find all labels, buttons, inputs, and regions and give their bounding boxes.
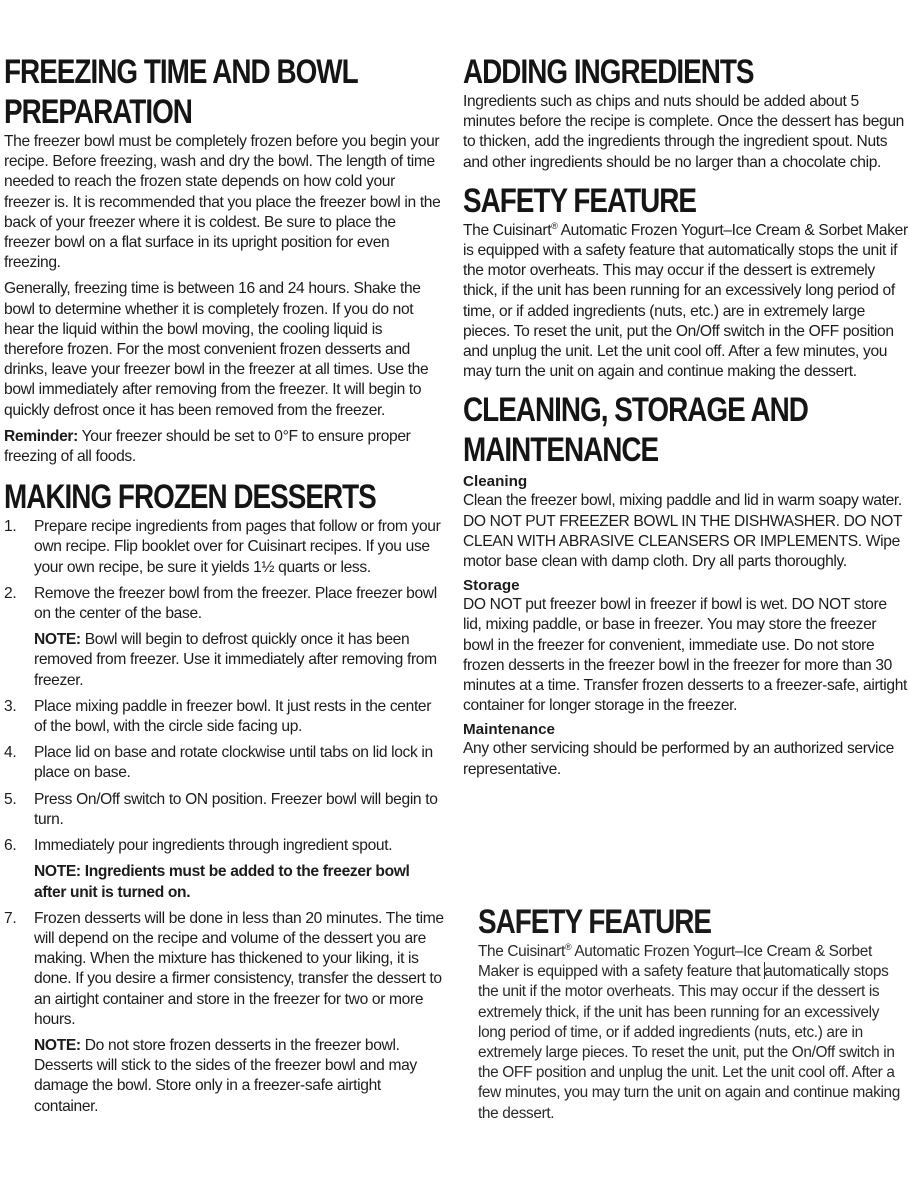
safety-text-start: The Cuisinart xyxy=(463,221,552,239)
step-item xyxy=(4,909,444,1117)
step-text: Remove the freezer bowl from the freezer. Place freezer bowl on the center of the base. xyxy=(34,584,437,623)
adding-section xyxy=(463,52,908,173)
steps-list xyxy=(4,517,444,1116)
cleaning-title-line2: MAINTENANCE xyxy=(463,431,659,470)
bottom-safety-text xyxy=(478,942,908,1124)
cleaning-text: Clean the freezer bowl, mixing paddle and lid in warm soapy water. DO NOT PUT FREEZER BOWL IN THE DISHWASHER. DO NOT CLEAN WITH ABRASIVE CLEANSERS OR IMPLEMENTS. Wipe motor base clean with damp cloth. Dry all parts thoroughly. xyxy=(463,492,902,571)
step-text: Immediately pour ingredients through ingredient spout. xyxy=(34,837,393,855)
freezing-title-line1: FREEZING TIME AND BOWL xyxy=(4,53,358,91)
step-text: Place lid on base and rotate clockwise until tabs on lid lock in place on base. xyxy=(34,744,433,782)
step-item xyxy=(4,743,444,783)
adding-title: ADDING INGREDIENTS xyxy=(463,53,754,91)
bottom-safety-title: SAFETY FEATURE xyxy=(478,903,712,941)
freezing-title-line2: PREPARATION xyxy=(4,93,192,131)
storage-subheading: Storage xyxy=(463,577,520,595)
adding-text: Ingredients such as chips and nuts should be added about 5 minutes before the recipe is complete. Once the dessert has begun to thicken, add the ingredients through the ingredient spout. Nuts and other ingredients should be no larger than a chocolate chip. xyxy=(463,93,904,171)
safety-title: SAFETY FEATURE xyxy=(463,181,697,220)
freezing-paragraph-1: The freezer bowl must be completely frozen before you begin your recipe. Before freezing, wash and dry the bowl. The length of time needed to reach the frozen state depends on how cold your freezer is. It is recommended that you place the freezer bowl in the back of your freezer where it is coldest. Be sure to place the freezer bowl on a flat surface in its upright position for even freezing. xyxy=(4,133,441,272)
safety-text xyxy=(463,221,908,383)
registered-mark: ® xyxy=(551,220,558,231)
cleaning-title-line1: CLEANING, STORAGE AND xyxy=(463,391,808,430)
note-text: Do not store frozen desserts in the freezer bowl. Desserts will stick to the sides of the freezer bowl and may damage the bowl. Store only in a freezer-safe airtight container. xyxy=(34,1036,417,1115)
step-note xyxy=(34,1036,444,1117)
cleaning-section xyxy=(463,390,908,779)
left-column xyxy=(4,52,444,1123)
freezing-reminder xyxy=(4,427,444,467)
bottom-safety-text-rest: automatically stops the unit if the motor overheats. This may occur if the dessert is extremely thick, if the unit has been running for an excessively long period of time, or if added ingredients (nuts, etc.) are in extremely large pieces. To reset the unit, put the On/Off switch in the OFF position and unplug the unit. Let the unit cool off. After a few minutes, you may turn the unit on again and continue making the dessert. xyxy=(478,963,900,1122)
bottom-safety-text-start: The Cuisinart xyxy=(478,943,565,960)
step-number: 1. xyxy=(4,518,17,536)
maintenance-text: Any other servicing should be performed by an authorized service representative. xyxy=(463,740,894,778)
step-item xyxy=(4,517,444,578)
making-title: MAKING FROZEN DESSERTS xyxy=(4,478,376,517)
reminder-label: Reminder: xyxy=(4,427,78,445)
step-number: 6. xyxy=(4,837,17,855)
note-label: NOTE: xyxy=(34,631,81,649)
bottom-safety-text-mid: Automatic Frozen Yogurt–Ice Cream & Sorbet Maker is equipped with a safety feature that xyxy=(478,943,872,981)
bottom-safety-section xyxy=(478,902,908,1124)
step-item xyxy=(4,697,444,737)
note-text: Bowl will begin to defrost quickly once it has been removed from freezer. Use it immediately after removing from freezer. xyxy=(34,631,437,689)
maintenance-subheading: Maintenance xyxy=(463,721,555,739)
step-text: Place mixing paddle in freezer bowl. It just rests in the center of the bowl, with the circle side facing up. xyxy=(34,697,432,736)
step-number: 3. xyxy=(4,697,17,715)
registered-mark: ® xyxy=(564,941,572,952)
note-label: NOTE: xyxy=(34,1036,81,1054)
cleaning-subheading: Cleaning xyxy=(463,473,528,491)
step-item xyxy=(4,790,444,830)
step-text: Press On/Off switch to ON position. Freezer bowl will begin to turn. xyxy=(34,790,438,828)
right-column xyxy=(463,52,908,786)
step-number: 2. xyxy=(4,584,17,602)
step-number: 4. xyxy=(4,744,17,762)
safety-section xyxy=(463,181,908,383)
making-section xyxy=(4,477,444,1116)
step-number: 5. xyxy=(4,790,17,808)
step-text: Prepare recipe ingredients from pages that follow or from your own recipe. Flip booklet over for Cuisinart recipes. If you use your own recipe, be sure it yields 1½ quarts or less. xyxy=(34,518,441,576)
step-text: Frozen desserts will be done in less than 20 minutes. The time will depend on the recipe and volume of the dessert you are making. When the mixture has thickened to your liking, it is done. If you desire a firmer consistency, transfer the dessert to an airtight container and store in the freezer for two or more hours. xyxy=(34,909,444,1028)
step-item xyxy=(4,584,444,691)
reminder-text: Your freezer should be set to 0°F to ensure proper freezing of all foods. xyxy=(4,427,411,466)
step-note-bold: NOTE: Ingredients must be added to the freezer bowl after unit is turned on. xyxy=(34,863,410,901)
safety-text-rest: Automatic Frozen Yogurt–Ice Cream & Sorbet Maker is equipped with a safety feature that automatically stops the unit if the motor overheats. This may occur if the dessert is extremely thick, if the unit has been running for an excessively long period of time, or if added ingredients (nuts, etc.) are in extremely large pieces. To reset the unit, put the On/Off switch in the OFF position and unplug the unit. Let the unit cool off. After a few minutes, you may turn the unit on again and continue making the dessert. xyxy=(463,221,908,381)
freezing-section xyxy=(4,52,444,467)
step-number: 7. xyxy=(4,909,17,927)
freezing-paragraph-2: Generally, freezing time is between 16 and 24 hours. Shake the bowl to determine whether it is completely frozen. If you do not hear the liquid within the bowl moving, the cooling liquid is therefore frozen. For the most convenient frozen desserts and drinks, leave your freezer bowl in the freezer at all times. Use the bowl immediately after removing from the freezer. It will begin to quickly defrost once it has been removed from the freezer. xyxy=(4,280,429,419)
storage-text: DO NOT put freezer bowl in freezer if bowl is wet. DO NOT store lid, mixing paddle, or base in freezer. You may store the freezer bowl in the freezer for convenient, immediate use. Do not store frozen desserts in the freezer bowl in the freezer for more than 30 minutes at a time. Transfer frozen desserts to a freezer-safe, airtight container for longer storage in the freezer. xyxy=(463,596,908,715)
step-item xyxy=(4,836,444,903)
step-note xyxy=(34,630,444,691)
